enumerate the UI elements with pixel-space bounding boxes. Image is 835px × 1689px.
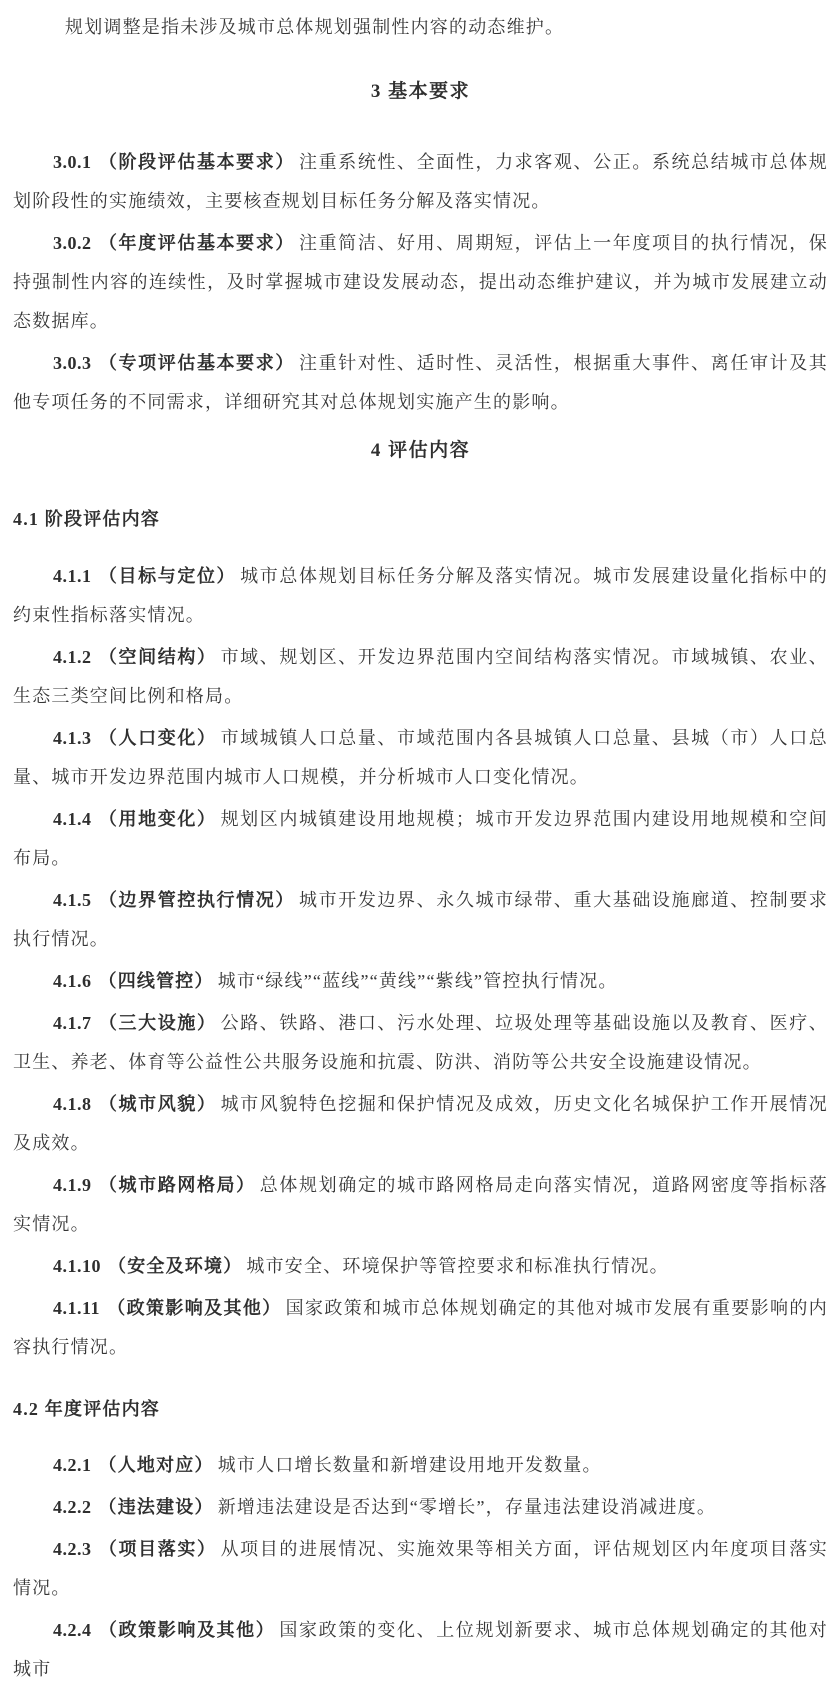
clause-label: （政策影响及其他） — [98, 1620, 276, 1640]
clause-label: （四线管控） — [98, 971, 214, 991]
clause-text: 新增违法建设是否达到“零增长”，存量违法建设消减进度。 — [217, 1497, 717, 1517]
clause-label: （城市风貌） — [98, 1094, 217, 1114]
clause-text: 国家政策的变化、上位规划新要求、城市总体规划确定的其他对城市 — [13, 1620, 828, 1679]
clause-text: 市域、规划区、开发边界范围内空间结构落实情况。市域城镇、农业、生态三类空间比例和格局。 — [13, 647, 828, 706]
clause-4-2-1 — [13, 1446, 828, 1485]
clause-lead — [53, 971, 214, 991]
clause-label: （违法建设） — [98, 1497, 214, 1517]
clause-lead — [53, 1620, 275, 1640]
clause-text: 从项目的进展情况、实施效果等相关方面，评估规划区内年度项目落实情况。 — [13, 1539, 828, 1598]
clause-4-1-1 — [13, 557, 828, 635]
intro-paragraph: 规划调整是指未涉及城市总体规划强制性内容的动态维护。 — [65, 17, 565, 37]
clause-label: （目标与定位） — [98, 566, 237, 586]
clause-4-1-9 — [13, 1166, 828, 1244]
clause-lead — [53, 809, 217, 829]
clause-label: （用地变化） — [98, 809, 217, 829]
clause-number: 4.1.9 — [53, 1175, 92, 1195]
clause-number: 4.1.8 — [53, 1094, 92, 1114]
clause-number: 4.1.11 — [53, 1298, 101, 1318]
clause-4-2-4 — [13, 1611, 828, 1689]
clause-text: 注重针对性、适时性、灵活性，根据重大事件、离任审计及其他专项任务的不同需求，详细研究其对总体规划实施产生的影响。 — [13, 353, 829, 412]
clause-number: 3.0.1 — [53, 152, 92, 172]
clause-4-1-10 — [13, 1247, 828, 1286]
clause-number: 3.0.3 — [53, 353, 92, 373]
clause-4-1-5 — [13, 881, 828, 959]
clause-label: （城市路网格局） — [98, 1175, 256, 1195]
clause-lead — [53, 1298, 282, 1318]
clause-label: （安全及环境） — [108, 1256, 243, 1276]
clause-lead — [53, 1094, 217, 1114]
clause-label: （人地对应） — [98, 1455, 214, 1475]
clause-4-2-2 — [13, 1488, 828, 1527]
clause-number: 4.2.2 — [53, 1497, 92, 1517]
chapter-heading-4: 4 评估内容 — [370, 440, 471, 461]
clause-3-0-3 — [13, 344, 828, 422]
clause-number: 4.1.4 — [53, 809, 92, 829]
clause-4-2-3 — [13, 1530, 828, 1608]
clause-text: 总体规划确定的城市路网格局走向落实情况，道路网密度等指标落实情况。 — [13, 1175, 829, 1234]
clause-text: 城市人口增长数量和新增建设用地开发数量。 — [217, 1455, 602, 1475]
clause-label: （专项评估基本要求） — [98, 353, 295, 373]
clause-4-1-7 — [13, 1004, 828, 1082]
clause-number: 4.1.2 — [53, 647, 92, 667]
clause-lead — [53, 1013, 217, 1033]
clause-text: 城市风貌特色挖掘和保护情况及成效，历史文化名城保护工作开展情况及成效。 — [13, 1094, 828, 1153]
clause-number: 4.2.1 — [53, 1455, 92, 1475]
clause-lead — [53, 353, 295, 373]
clause-text: 国家政策和城市总体规划确定的其他对城市发展有重要影响的内容执行情况。 — [13, 1298, 828, 1357]
clause-label: （空间结构） — [98, 647, 217, 667]
clause-label: （阶段评估基本要求） — [98, 152, 295, 172]
clause-lead — [53, 1539, 217, 1559]
clause-text: 规划区内城镇建设用地规模；城市开发边界范围内建设用地规模和空间布局。 — [13, 809, 828, 868]
spacer — [13, 112, 828, 140]
clause-number: 4.1.7 — [53, 1013, 92, 1033]
section-heading-4-1: 4.1 阶段评估内容 — [13, 509, 160, 529]
clause-4-1-2 — [13, 638, 828, 716]
clause-3-0-1 — [13, 143, 828, 221]
clause-lead — [53, 566, 236, 586]
clause-label: （政策影响及其他） — [107, 1298, 282, 1318]
clause-number: 3.0.2 — [53, 233, 92, 253]
clause-lead — [53, 890, 295, 910]
clause-lead — [53, 1497, 214, 1517]
clause-number: 4.2.4 — [53, 1620, 92, 1640]
clause-label: （人口变化） — [98, 728, 217, 748]
clause-label: （三大设施） — [98, 1013, 217, 1033]
clause-lead — [53, 647, 217, 667]
clause-lead — [53, 233, 295, 253]
clause-text: 注重简洁、好用、周期短，评估上一年度项目的执行情况，保持强制性内容的连续性，及时掌握城市建设发展动态，提出动态维护建议，并为城市发展建立动态数据库。 — [13, 233, 829, 331]
clause-number: 4.2.3 — [53, 1539, 92, 1559]
clause-label: （项目落实） — [98, 1539, 217, 1559]
chapter-heading-3: 3 基本要求 — [370, 81, 471, 102]
clause-4-1-6 — [13, 962, 828, 1001]
clause-text: 公路、铁路、港口、污水处理、垃圾处理等基础设施以及教育、医疗、卫生、养老、体育等公益性公共服务设施和抗震、防洪、消防等公共安全设施建设情况。 — [13, 1013, 828, 1072]
clause-label: （年度评估基本要求） — [98, 233, 295, 253]
clause-text: 城市安全、环境保护等管控要求和标准执行情况。 — [246, 1256, 669, 1276]
clause-text: 城市“绿线”“蓝线”“黄线”“紫线”管控执行情况。 — [217, 971, 618, 991]
clause-text: 注重系统性、全面性，力求客观、公正。系统总结城市总体规划阶段性的实施绩效，主要核查规划目标任务分解及落实情况。 — [13, 152, 829, 211]
clause-text: 市域城镇人口总量、市域范围内各县城镇人口总量、县城（市）人口总量、城市开发边界范围内城市人口规模，并分析城市人口变化情况。 — [13, 728, 828, 787]
clause-text: 城市总体规划目标任务分解及落实情况。城市发展建设量化指标中的约束性指标落实情况。 — [13, 566, 828, 625]
clause-label: （边界管控执行情况） — [98, 890, 295, 910]
clause-text: 城市开发边界、永久城市绿带、重大基础设施廊道、控制要求执行情况。 — [13, 890, 829, 949]
clause-4-1-11 — [13, 1289, 828, 1367]
clause-lead — [53, 728, 217, 748]
clause-4-1-8 — [13, 1085, 828, 1163]
clause-lead — [53, 1175, 256, 1195]
clause-number: 4.1.3 — [53, 728, 92, 748]
clause-3-0-2 — [13, 224, 828, 341]
clause-lead — [53, 1256, 242, 1276]
clause-number: 4.1.5 — [53, 890, 92, 910]
clause-4-1-4 — [13, 800, 828, 878]
clause-lead — [53, 1455, 214, 1475]
clause-lead — [53, 152, 295, 172]
clause-4-1-3 — [13, 719, 828, 797]
clause-number: 4.1.1 — [53, 566, 92, 586]
clause-number: 4.1.10 — [53, 1256, 101, 1276]
section-heading-4-2: 4.2 年度评估内容 — [13, 1399, 160, 1419]
clause-number: 4.1.6 — [53, 971, 92, 991]
